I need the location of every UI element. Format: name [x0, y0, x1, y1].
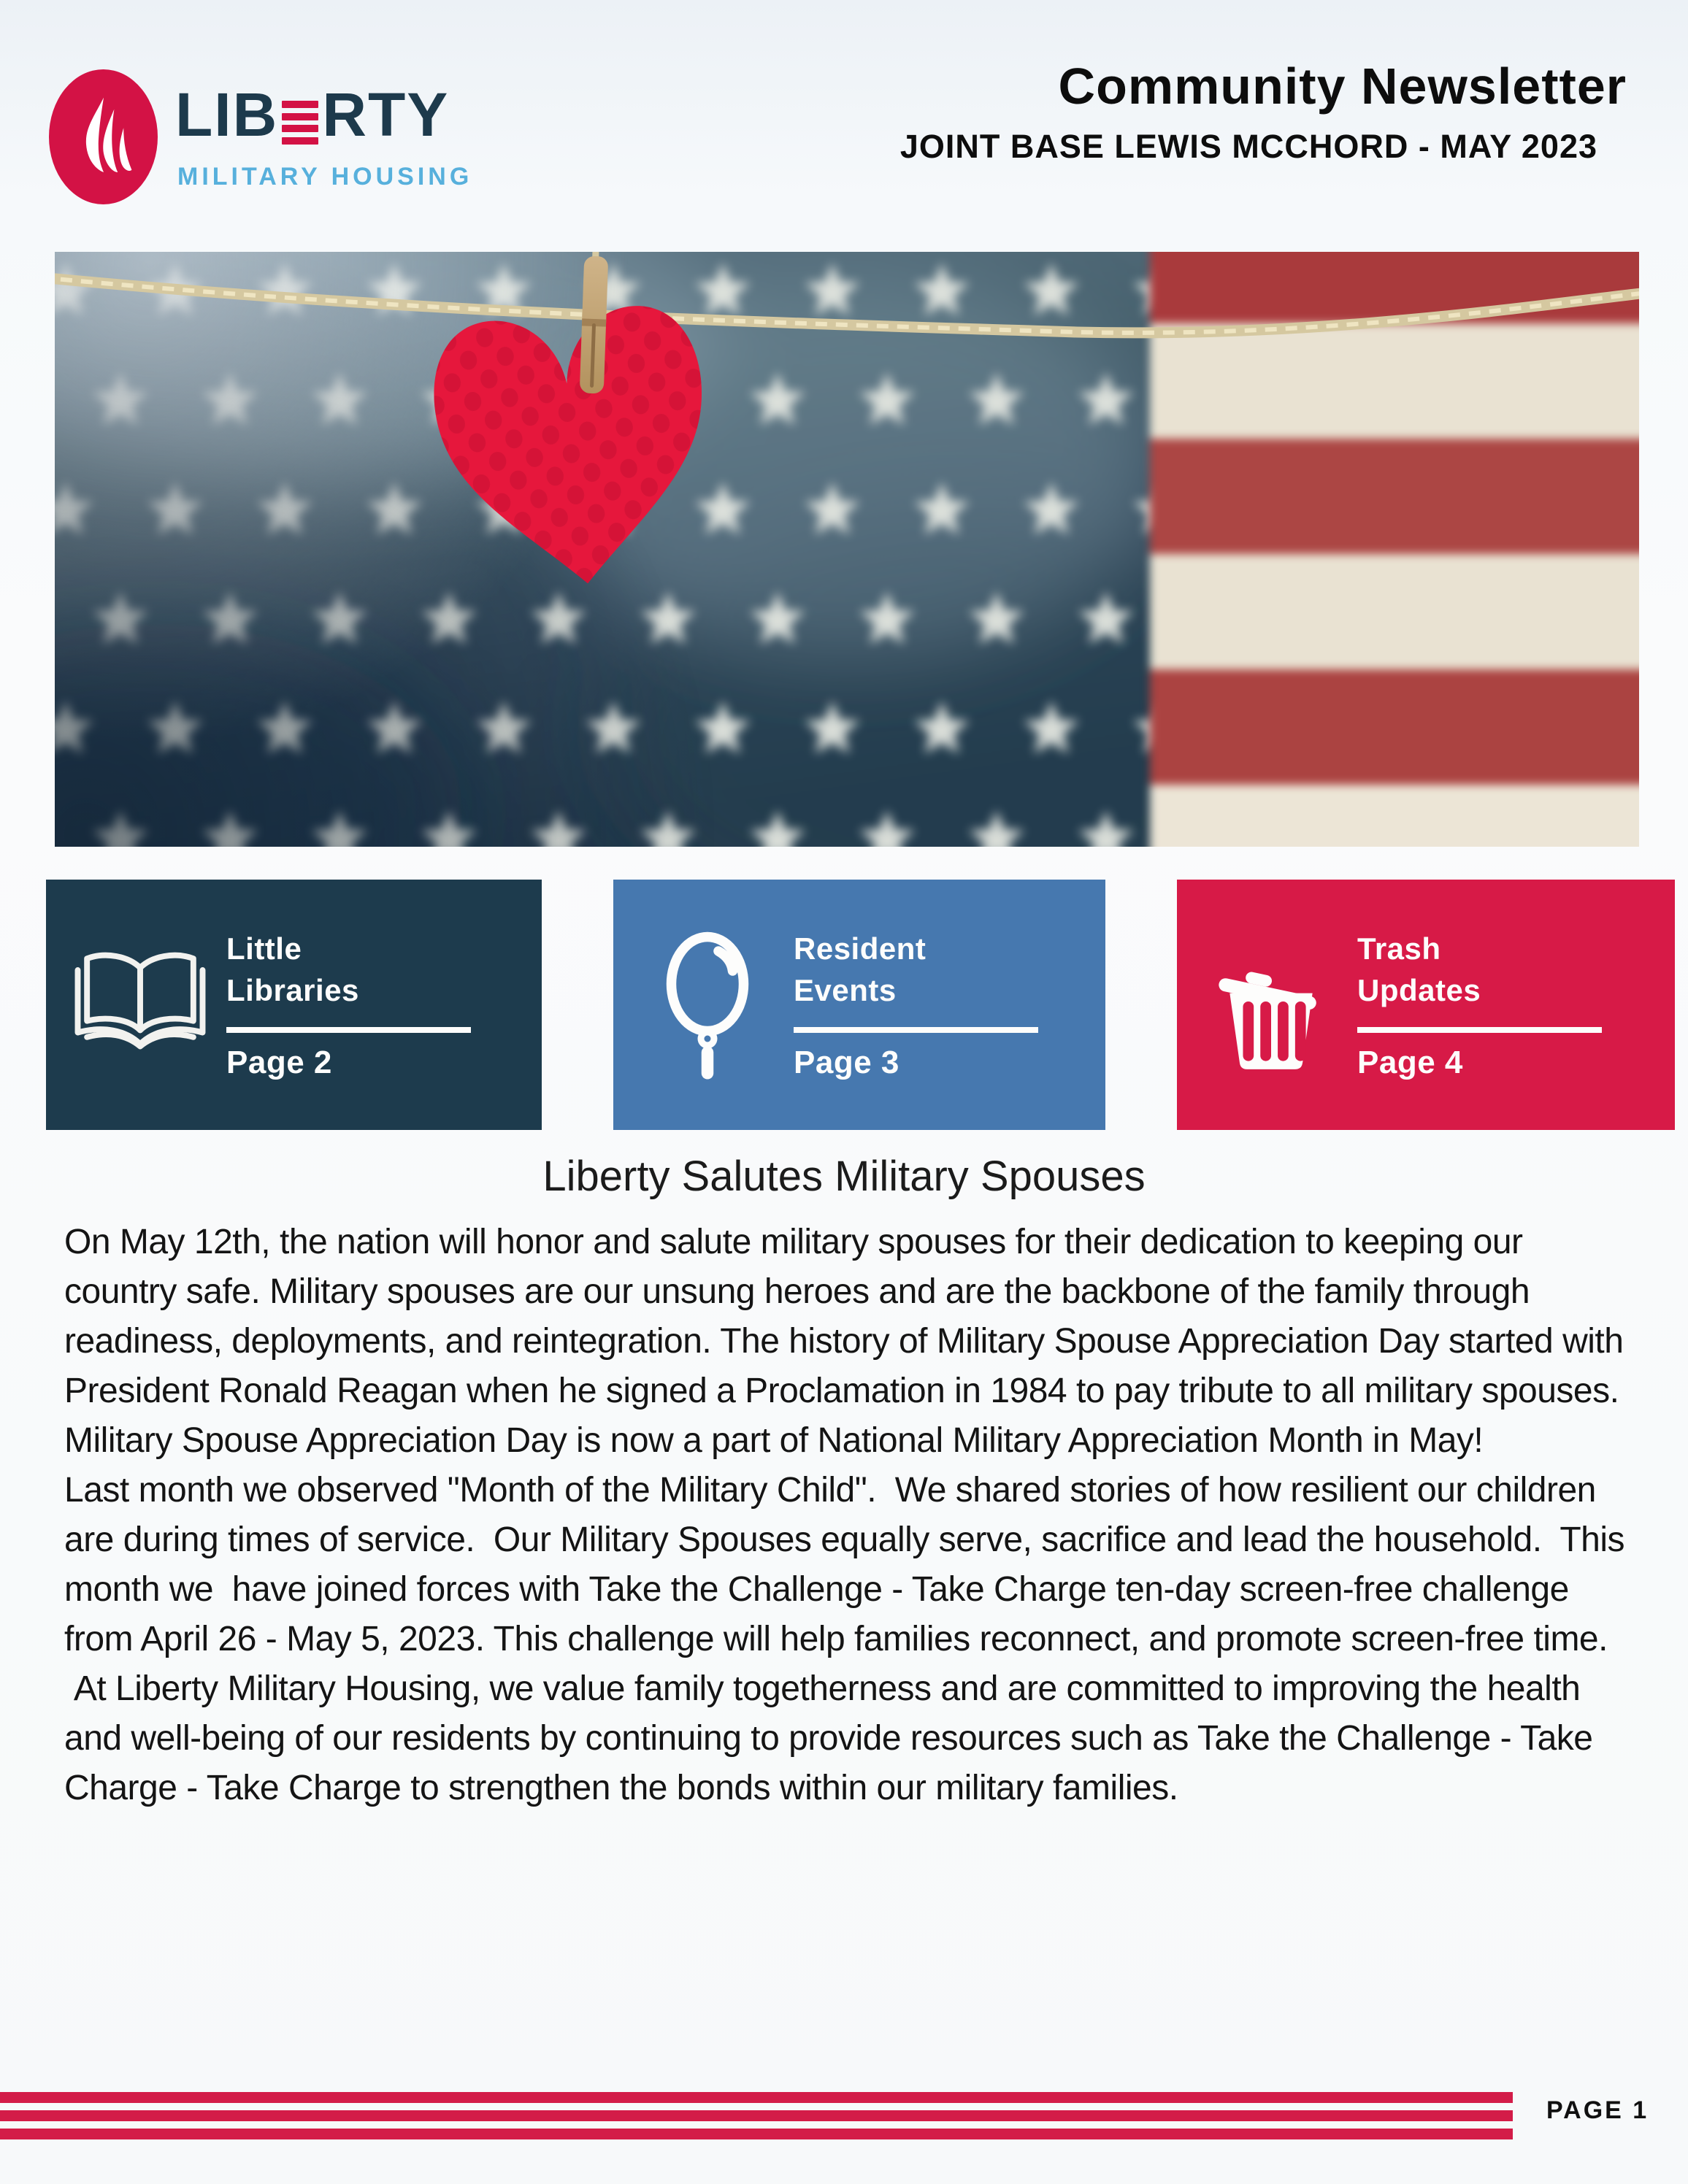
article-paragraph: At Liberty Military Housing, we value family togetherness and are committed to improving the health and well-being of our residents by continuing to provide resources such as Take the Challenge - Take Charge - Take Charge to strengthen the bonds within our military families.	[64, 1669, 1603, 1807]
card-text	[794, 928, 1038, 1081]
card-icon-box	[632, 923, 782, 1087]
footer-stripes	[0, 2092, 1513, 2141]
open-book-icon	[71, 948, 210, 1061]
card-label-line: Little	[226, 931, 302, 966]
logo-tagline: MILITARY HOUSING	[177, 163, 473, 191]
card-underline	[794, 1027, 1038, 1033]
trash-can-icon	[1209, 930, 1333, 1080]
card-label-line: Trash	[1357, 931, 1441, 966]
masthead	[900, 57, 1627, 166]
hero-flag-photo	[55, 252, 1639, 847]
card-label-line: Libraries	[226, 972, 359, 1007]
logo-brand-left: LIB	[175, 80, 279, 149]
toc-card-resident-events[interactable]	[613, 880, 1105, 1130]
flame-icon	[69, 91, 139, 184]
striped-e-glyph	[282, 101, 318, 145]
article-paragraph: Last month we observed "Month of the Military Child". We shared stories of how resilient our children are during times of service. Our Military Spouses equally serve, sacrifice and lead the household. This month we have joined forces with Take the Challenge - Take Charge ten-day screen-free challenge from April 26 - May 5, 2023. This challenge will help families reconnect, and promote screen-free time.	[64, 1471, 1634, 1658]
balloon-icon	[653, 923, 762, 1087]
knitted-heart	[416, 283, 730, 605]
newsletter-title: Community Newsletter	[1058, 58, 1627, 115]
card-underline	[226, 1027, 471, 1033]
card-underline	[1357, 1027, 1602, 1033]
footer-stripe	[0, 2129, 1513, 2139]
article-body	[64, 1218, 1634, 1813]
clothesline-rope	[55, 252, 1639, 847]
card-page-ref: Page 4	[1357, 1044, 1463, 1080]
card-page-ref: Page 2	[226, 1044, 332, 1080]
footer-stripe	[0, 2110, 1513, 2121]
card-label	[1357, 928, 1602, 1011]
card-page-ref: Page 3	[794, 1044, 899, 1080]
card-text	[1357, 928, 1602, 1081]
newsletter-subtitle: JOINT BASE LEWIS MCCHORD - MAY 2023	[899, 127, 1597, 165]
card-text	[226, 928, 471, 1081]
card-icon-box	[65, 948, 215, 1061]
card-label-line: Events	[794, 972, 897, 1007]
page-number: PAGE 1	[1546, 2096, 1649, 2124]
card-label	[794, 928, 1038, 1011]
flame-badge	[49, 69, 158, 204]
logo-brand-right: RTY	[322, 80, 450, 149]
logo-wordmark	[175, 80, 450, 149]
card-icon-box	[1196, 930, 1346, 1080]
card-label-line: Resident	[794, 931, 927, 966]
card-label-line: Updates	[1357, 972, 1481, 1007]
card-label	[226, 928, 471, 1011]
clothespin	[580, 255, 609, 393]
liberty-logo	[49, 69, 487, 208]
toc-card-trash-updates[interactable]	[1177, 880, 1675, 1130]
footer-stripe	[0, 2092, 1513, 2103]
article-heading: Liberty Salutes Military Spouses	[542, 1153, 1146, 1200]
toc-card-little-libraries[interactable]	[46, 880, 542, 1130]
article-paragraph: On May 12th, the nation will honor and salute military spouses for their dedication to keeping our country safe. Military spouses are our unsung heroes and are the backbone of the family through readiness, deployments, and reintegration. The history of Military Spouse Appreciation Day started with President Ronald Reagan when he signed a Proclamation in 1984 to pay tribute to all military spouses. Military Spouse Appreciation Day is now a part of National Military Appreciation Month in May!	[64, 1223, 1633, 1460]
